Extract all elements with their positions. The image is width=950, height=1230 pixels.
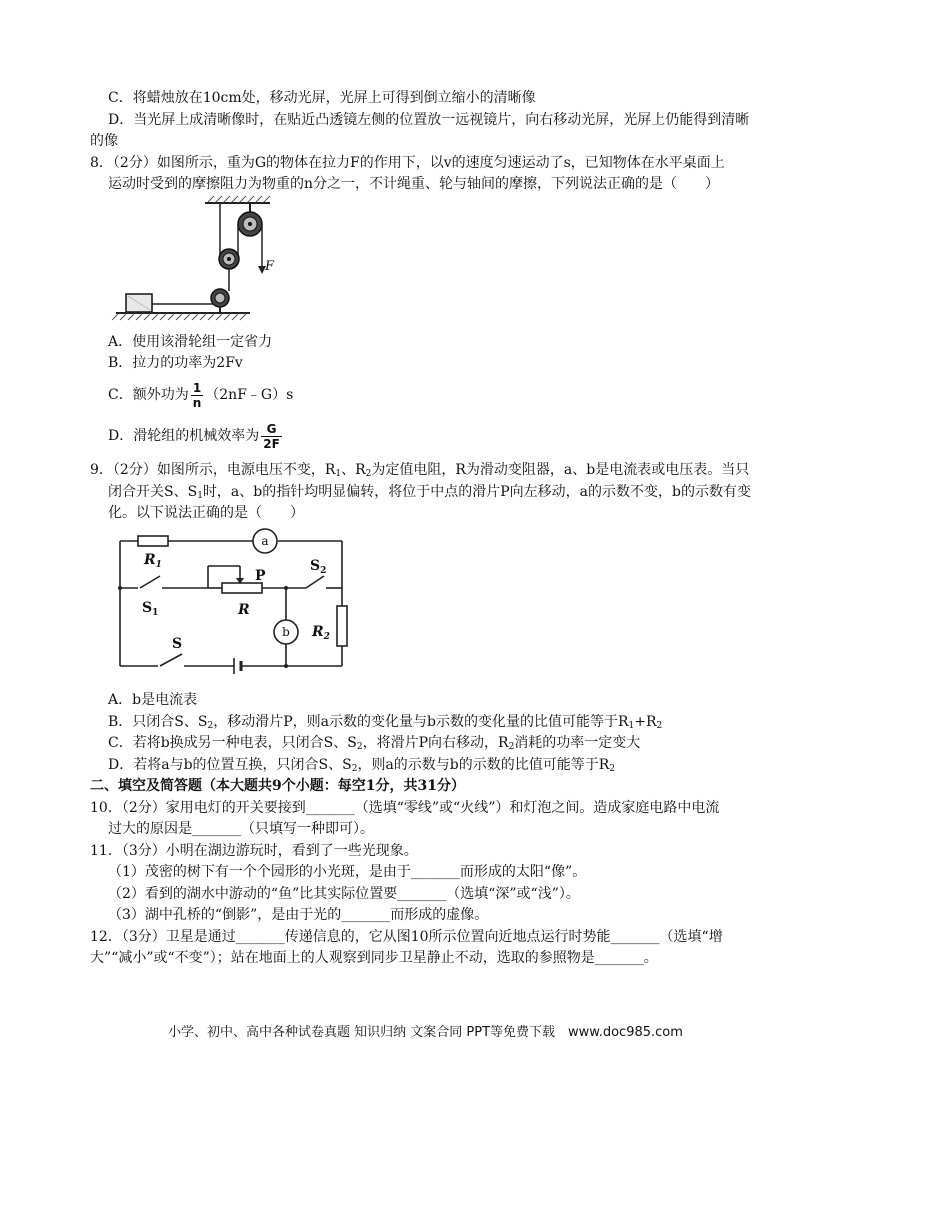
fraction-numerator: 1	[191, 381, 204, 396]
q7-option-c: C．将蜡烛放在10cm处，移动光屏，光屏上可得到倒立缩小的清晰像	[108, 90, 536, 106]
q8-option-c-prefix: C．额外功为	[108, 387, 189, 403]
q8-option-b: B．拉力的功率为2Fv	[108, 355, 243, 371]
q9-text: B．只闭合S、S	[108, 714, 208, 730]
subscript: 2	[508, 742, 515, 752]
subscript: 2	[365, 469, 372, 479]
fraction-denominator: n	[192, 395, 202, 410]
label-sub: 1	[152, 608, 159, 618]
subscript: 2	[207, 721, 214, 731]
rheostat-r-label: R	[238, 602, 250, 618]
q9-text: D．若将a与b的位置互换，只闭合S、S	[108, 757, 352, 773]
label-sub: 1	[155, 560, 162, 570]
fraction-numerator: G	[261, 422, 282, 437]
q9-text: 、R	[341, 462, 366, 478]
q8-option-d	[108, 416, 284, 456]
q9-option-c	[108, 733, 640, 757]
q9-text: C．若将b换成另一种电表，只闭合S、S	[108, 735, 357, 751]
fraction-denominator: 2F	[263, 436, 280, 451]
label-sub: 2	[323, 632, 330, 642]
q8-option-d-prefix: D．滑轮组的机械效率为	[108, 428, 260, 444]
subscript: 2	[351, 764, 358, 774]
q9-text: 9．（2分）如图所示，电源电压不变，R	[90, 462, 336, 478]
q12-line2: 大”“减小”或“不变”）；站在地面上的人观察到同步卫星静止不动，选取的参照物是_______。	[90, 950, 658, 966]
r1-label	[143, 552, 162, 570]
q7-option-d-line1: D．当光屏上成清晰像时，在贴近凸透镜左侧的位置放一远视镜片，向右移动光屏，光屏上仍能得到清晰	[108, 112, 750, 128]
s1-label	[142, 600, 158, 618]
q9-option-a: A．b是电流表	[108, 692, 198, 708]
q11-stem: 11．（3分）小明在湖边游玩时，看到了一些光现象。	[90, 843, 418, 859]
slider-p-label: P	[255, 568, 266, 584]
q9-text: ，则a的示数与b的示数的比值可能等于R	[357, 757, 610, 773]
q8-option-c-suffix: （2nF﹣G）s	[205, 387, 294, 403]
subscript: 1	[335, 469, 342, 479]
switch-s-label: S	[172, 636, 183, 652]
q7-option-d-line2: 的像	[90, 133, 118, 149]
force-label: F	[265, 259, 275, 274]
r2-label	[311, 624, 330, 642]
q8-option-a: A．使用该滑轮组一定省力	[108, 334, 273, 350]
label-main: R	[144, 552, 156, 568]
meter-b-label: b	[282, 625, 290, 639]
meter-a-label: a	[261, 534, 269, 548]
q9-stem-line1	[90, 460, 749, 484]
q11-part1: （1）茂密的树下有一个个园形的小光斑，是由于_______而形成的太阳“像”。	[108, 864, 587, 880]
q9-text: ，将滑片P向右移动，R	[362, 735, 509, 751]
q11-part3: （3）湖中孔桥的“倒影”，是由于光的_______而形成的虚像。	[108, 907, 489, 923]
label-main: S	[310, 558, 321, 574]
q8-stem-line1: 8．（2分）如图所示，重为G的物体在拉力F的作用下，以v的速度匀速运动了s，已知物体在水平桌面上	[90, 155, 725, 171]
label-main: S	[142, 600, 153, 616]
q9-text: 时，a、b的指针均明显偏转，将位于中点的滑片P向左移动，a的示数不变，b的示数有变	[202, 484, 751, 500]
q12-line1: 12．（3分）卫星是通过_______传递信息的，它从图10所示位置向近地点运行时势能_______（选填“增	[90, 929, 723, 945]
pulley-figure	[110, 196, 310, 322]
q9-text: +R	[634, 714, 657, 730]
label-sub: 2	[320, 566, 327, 576]
q9-text: 为定值电阻，R为滑动变阻器，a、b是电流表或电压表。当只	[371, 462, 750, 478]
q8-stem-line2: 运动时受到的摩擦阻力为物重的n分之一，不计绳重、轮与轴间的摩擦，下列说法正确的是（ ）	[108, 176, 720, 192]
fraction-1-over-n	[191, 381, 204, 410]
label-main: R	[312, 624, 324, 640]
q9-stem-line3: 化。以下说法正确的是（ ）	[108, 505, 304, 521]
q10-line1: 10．（2分）家用电灯的开关要接到_______（选填“零线”或“火线”）和灯泡之间。造成家庭电路中电流	[90, 800, 720, 816]
q9-text: 闭合开关S、S	[108, 484, 198, 500]
q8-option-c	[108, 375, 293, 415]
subscript: 1	[628, 721, 635, 731]
q11-part2: （2）看到的湖水中游动的“鱼”比其实际位置要_______（选填“深”或“浅”）。	[108, 886, 580, 902]
circuit-figure	[110, 526, 355, 676]
q9-text: ，移动滑片P，则a示数的变化量与b示数的变化量的比值可能等于R	[213, 714, 629, 730]
s2-label	[310, 558, 326, 576]
subscript: 2	[356, 742, 363, 752]
subscript: 1	[197, 491, 203, 501]
page-footer: 小学、初中、高中各种试卷真题 知识归纳 文案合同 PPT等免费下载 www.doc985.com	[168, 1025, 683, 1040]
q10-line2: 过大的原因是_______（只填写一种即可）。	[108, 821, 374, 837]
q9-text: 消耗的功率一定变大	[514, 735, 641, 751]
fraction-g-over-2f	[261, 422, 282, 451]
subscript: 2	[609, 764, 616, 774]
subscript: 2	[656, 721, 663, 731]
section-2-heading: 二、填空及简答题（本大题共9个小题：每空1分，共31分）	[90, 778, 465, 794]
